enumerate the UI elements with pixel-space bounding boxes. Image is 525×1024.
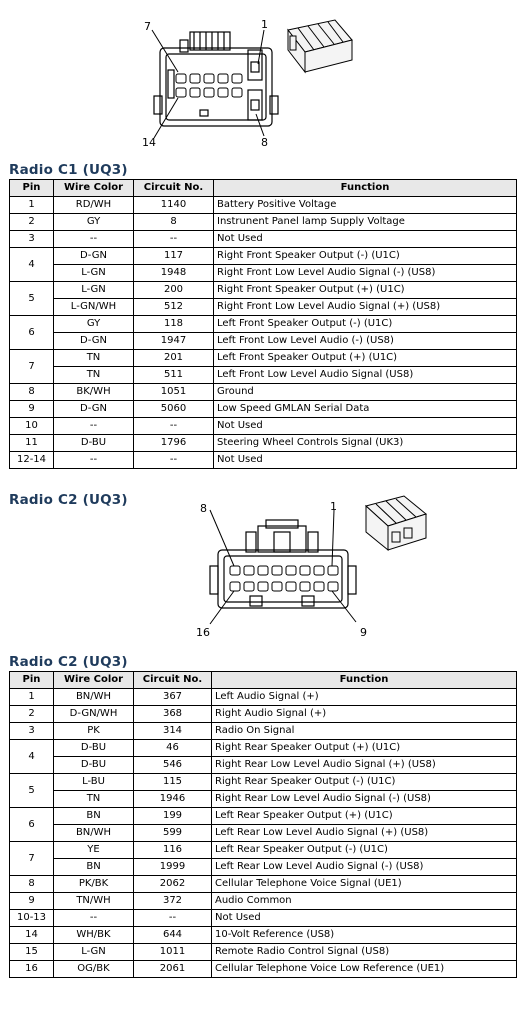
wire-color-cell: D-BU xyxy=(54,435,134,452)
wire-color-cell: BN xyxy=(54,808,134,825)
pin-cell: 16 xyxy=(10,961,54,978)
table-row xyxy=(10,214,517,231)
column-header-wire-color: Wire Color xyxy=(54,672,134,689)
pin-cell: 14 xyxy=(10,927,54,944)
c1-title: Radio C1 (UQ3) xyxy=(9,162,128,178)
pin-cell: 7 xyxy=(10,842,54,876)
circuit-cell: 546 xyxy=(134,757,212,774)
table-row xyxy=(10,350,517,367)
table-row xyxy=(10,893,517,910)
table-row xyxy=(10,435,517,452)
c2-connector-diagram xyxy=(190,492,440,642)
table-row xyxy=(10,740,517,757)
column-header-circuit: Circuit No. xyxy=(134,672,212,689)
function-cell: Low Speed GMLAN Serial Data xyxy=(214,401,517,418)
wire-color-cell: GY xyxy=(54,214,134,231)
pin-cell: 4 xyxy=(10,740,54,774)
circuit-cell: 118 xyxy=(134,316,214,333)
pin-cell: 6 xyxy=(10,316,54,350)
function-cell: Remote Radio Control Signal (US8) xyxy=(212,944,517,961)
circuit-cell: 511 xyxy=(134,367,214,384)
function-cell: Right Front Speaker Output (-) (U1C) xyxy=(214,248,517,265)
function-cell: Ground xyxy=(214,384,517,401)
function-cell: Steering Wheel Controls Signal (UK3) xyxy=(214,435,517,452)
pin-cell: 12-14 xyxy=(10,452,54,469)
wire-color-cell: D-BU xyxy=(54,757,134,774)
table-row xyxy=(10,808,517,825)
function-cell: Right Rear Speaker Output (+) (U1C) xyxy=(212,740,517,757)
table-row xyxy=(10,316,517,333)
function-cell: Left Front Low Level Audio (-) (US8) xyxy=(214,333,517,350)
function-cell: Left Rear Speaker Output (-) (U1C) xyxy=(212,842,517,859)
table-row xyxy=(10,944,517,961)
table-row xyxy=(10,384,517,401)
c1-callout-top-right: 1 xyxy=(261,18,268,31)
function-cell: Not Used xyxy=(212,910,517,927)
wire-color-cell: BN/WH xyxy=(54,689,134,706)
c2-title: Radio C2 (UQ3) xyxy=(9,654,128,670)
wire-color-cell: GY xyxy=(54,316,134,333)
circuit-cell: 1051 xyxy=(134,384,214,401)
function-cell: Cellular Telephone Voice Signal (UE1) xyxy=(212,876,517,893)
column-header-pin: Pin xyxy=(10,672,54,689)
c1-callout-bottom-right: 8 xyxy=(261,136,268,149)
wire-color-cell: -- xyxy=(54,231,134,248)
pin-cell: 3 xyxy=(10,231,54,248)
circuit-cell: 5060 xyxy=(134,401,214,418)
circuit-cell: 1948 xyxy=(134,265,214,282)
wire-color-cell: BN/WH xyxy=(54,825,134,842)
table-row xyxy=(10,961,517,978)
pin-cell: 2 xyxy=(10,214,54,231)
wire-color-cell: -- xyxy=(54,418,134,435)
wire-color-cell: L-GN xyxy=(54,944,134,961)
pin-cell: 5 xyxy=(10,282,54,316)
circuit-cell: -- xyxy=(134,452,214,469)
function-cell: Right Front Low Level Audio Signal (-) (US8) xyxy=(214,265,517,282)
wire-color-cell: BK/WH xyxy=(54,384,134,401)
table-row xyxy=(10,418,517,435)
wire-color-cell: L-BU xyxy=(54,774,134,791)
table-row xyxy=(10,401,517,418)
pin-cell: 10-13 xyxy=(10,910,54,927)
circuit-cell: 367 xyxy=(134,689,212,706)
function-cell: Cellular Telephone Voice Low Reference (UE1) xyxy=(212,961,517,978)
pin-cell: 8 xyxy=(10,876,54,893)
pin-cell: 9 xyxy=(10,401,54,418)
c1-connector-3d-icon xyxy=(288,20,352,72)
circuit-cell: 372 xyxy=(134,893,212,910)
circuit-cell: -- xyxy=(134,418,214,435)
wire-color-cell: L-GN/WH xyxy=(54,299,134,316)
wire-color-cell: YE xyxy=(54,842,134,859)
circuit-cell: 314 xyxy=(134,723,212,740)
table-row xyxy=(10,265,517,282)
column-header-circuit: Circuit No. xyxy=(134,180,214,197)
table-row xyxy=(10,825,517,842)
circuit-cell: 2061 xyxy=(134,961,212,978)
column-header-function: Function xyxy=(214,180,517,197)
circuit-cell: 1947 xyxy=(134,333,214,350)
function-cell: Battery Positive Voltage xyxy=(214,197,517,214)
circuit-cell: 1140 xyxy=(134,197,214,214)
function-cell: Right Front Speaker Output (+) (U1C) xyxy=(214,282,517,299)
table-row xyxy=(10,282,517,299)
circuit-cell: 116 xyxy=(134,842,212,859)
wire-color-cell: RD/WH xyxy=(54,197,134,214)
c2-connector-3d-icon xyxy=(366,496,426,550)
circuit-cell: 1999 xyxy=(134,859,212,876)
wire-color-cell: L-GN xyxy=(54,265,134,282)
pin-cell: 7 xyxy=(10,350,54,384)
c2-callout-bottom-right: 9 xyxy=(360,626,367,639)
pin-cell: 15 xyxy=(10,944,54,961)
table-row xyxy=(10,791,517,808)
pin-cell: 6 xyxy=(10,808,54,842)
circuit-cell: 644 xyxy=(134,927,212,944)
c2-callout-top-left: 8 xyxy=(200,502,207,515)
c1-callout-top-left: 7 xyxy=(144,20,151,33)
column-header-function: Function xyxy=(212,672,517,689)
function-cell: Right Front Low Level Audio Signal (+) (US8) xyxy=(214,299,517,316)
circuit-cell: 46 xyxy=(134,740,212,757)
table-row xyxy=(10,910,517,927)
circuit-cell: -- xyxy=(134,910,212,927)
function-cell: Not Used xyxy=(214,231,517,248)
circuit-cell: 599 xyxy=(134,825,212,842)
table-row xyxy=(10,248,517,265)
table-row xyxy=(10,197,517,214)
table-row xyxy=(10,689,517,706)
c1-connector-diagram xyxy=(130,10,360,150)
wire-color-cell: D-GN xyxy=(54,248,134,265)
table-row xyxy=(10,876,517,893)
wire-color-cell: -- xyxy=(54,452,134,469)
table-row xyxy=(10,927,517,944)
table-row xyxy=(10,706,517,723)
wire-color-cell: PK/BK xyxy=(54,876,134,893)
circuit-cell: -- xyxy=(134,231,214,248)
function-cell: Left Front Speaker Output (+) (U1C) xyxy=(214,350,517,367)
function-cell: Left Front Low Level Audio Signal (US8) xyxy=(214,367,517,384)
function-cell: Left Rear Low Level Audio Signal (+) (US8) xyxy=(212,825,517,842)
table-row xyxy=(10,231,517,248)
circuit-cell: 117 xyxy=(134,248,214,265)
pin-cell: 9 xyxy=(10,893,54,910)
circuit-cell: 1011 xyxy=(134,944,212,961)
function-cell: Left Audio Signal (+) xyxy=(212,689,517,706)
function-cell: Right Audio Signal (+) xyxy=(212,706,517,723)
function-cell: 10-Volt Reference (US8) xyxy=(212,927,517,944)
circuit-cell: 512 xyxy=(134,299,214,316)
wire-color-cell: TN/WH xyxy=(54,893,134,910)
circuit-cell: 200 xyxy=(134,282,214,299)
wire-color-cell: D-GN xyxy=(54,333,134,350)
wire-color-cell: L-GN xyxy=(54,282,134,299)
table-row xyxy=(10,774,517,791)
wire-color-cell: PK xyxy=(54,723,134,740)
pin-cell: 11 xyxy=(10,435,54,452)
column-header-pin: Pin xyxy=(10,180,54,197)
table-row xyxy=(10,842,517,859)
wire-color-cell: OG/BK xyxy=(54,961,134,978)
pin-cell: 8 xyxy=(10,384,54,401)
wire-color-cell: BN xyxy=(54,859,134,876)
c2-callout-bottom-left: 16 xyxy=(196,626,210,639)
function-cell: Not Used xyxy=(214,418,517,435)
wire-color-cell: D-GN/WH xyxy=(54,706,134,723)
function-cell: Left Rear Low Level Audio Signal (-) (US8) xyxy=(212,859,517,876)
c2-pin-table xyxy=(9,671,517,978)
function-cell: Audio Common xyxy=(212,893,517,910)
circuit-cell: 368 xyxy=(134,706,212,723)
pin-cell: 5 xyxy=(10,774,54,808)
function-cell: Right Rear Low Level Audio Signal (-) (US8) xyxy=(212,791,517,808)
wire-color-cell: TN xyxy=(54,367,134,384)
pin-cell: 10 xyxy=(10,418,54,435)
pin-cell: 4 xyxy=(10,248,54,282)
function-cell: Right Rear Low Level Audio Signal (+) (US8) xyxy=(212,757,517,774)
circuit-cell: 1796 xyxy=(134,435,214,452)
c1-pin-table xyxy=(9,179,517,469)
circuit-cell: 199 xyxy=(134,808,212,825)
wire-color-cell: D-BU xyxy=(54,740,134,757)
column-header-wire-color: Wire Color xyxy=(54,180,134,197)
table-row xyxy=(10,367,517,384)
function-cell: Right Rear Speaker Output (-) (U1C) xyxy=(212,774,517,791)
pin-cell: 2 xyxy=(10,706,54,723)
circuit-cell: 115 xyxy=(134,774,212,791)
wire-color-cell: TN xyxy=(54,791,134,808)
c2-title-top: Radio C2 (UQ3) xyxy=(9,492,128,508)
circuit-cell: 2062 xyxy=(134,876,212,893)
function-cell: Left Front Speaker Output (-) (U1C) xyxy=(214,316,517,333)
table-row xyxy=(10,723,517,740)
function-cell: Instrunent Panel lamp Supply Voltage xyxy=(214,214,517,231)
wire-color-cell: -- xyxy=(54,910,134,927)
table-row xyxy=(10,757,517,774)
pin-cell: 1 xyxy=(10,197,54,214)
circuit-cell: 8 xyxy=(134,214,214,231)
c2-callout-top-right: 1 xyxy=(330,500,337,513)
function-cell: Radio On Signal xyxy=(212,723,517,740)
table-row xyxy=(10,859,517,876)
table-row xyxy=(10,299,517,316)
circuit-cell: 201 xyxy=(134,350,214,367)
table-row xyxy=(10,452,517,469)
pin-cell: 3 xyxy=(10,723,54,740)
table-row xyxy=(10,333,517,350)
circuit-cell: 1946 xyxy=(134,791,212,808)
wire-color-cell: D-GN xyxy=(54,401,134,418)
function-cell: Left Rear Speaker Output (+) (U1C) xyxy=(212,808,517,825)
wire-color-cell: WH/BK xyxy=(54,927,134,944)
pin-cell: 1 xyxy=(10,689,54,706)
c1-callout-bottom-left: 14 xyxy=(142,136,156,149)
wire-color-cell: TN xyxy=(54,350,134,367)
function-cell: Not Used xyxy=(214,452,517,469)
